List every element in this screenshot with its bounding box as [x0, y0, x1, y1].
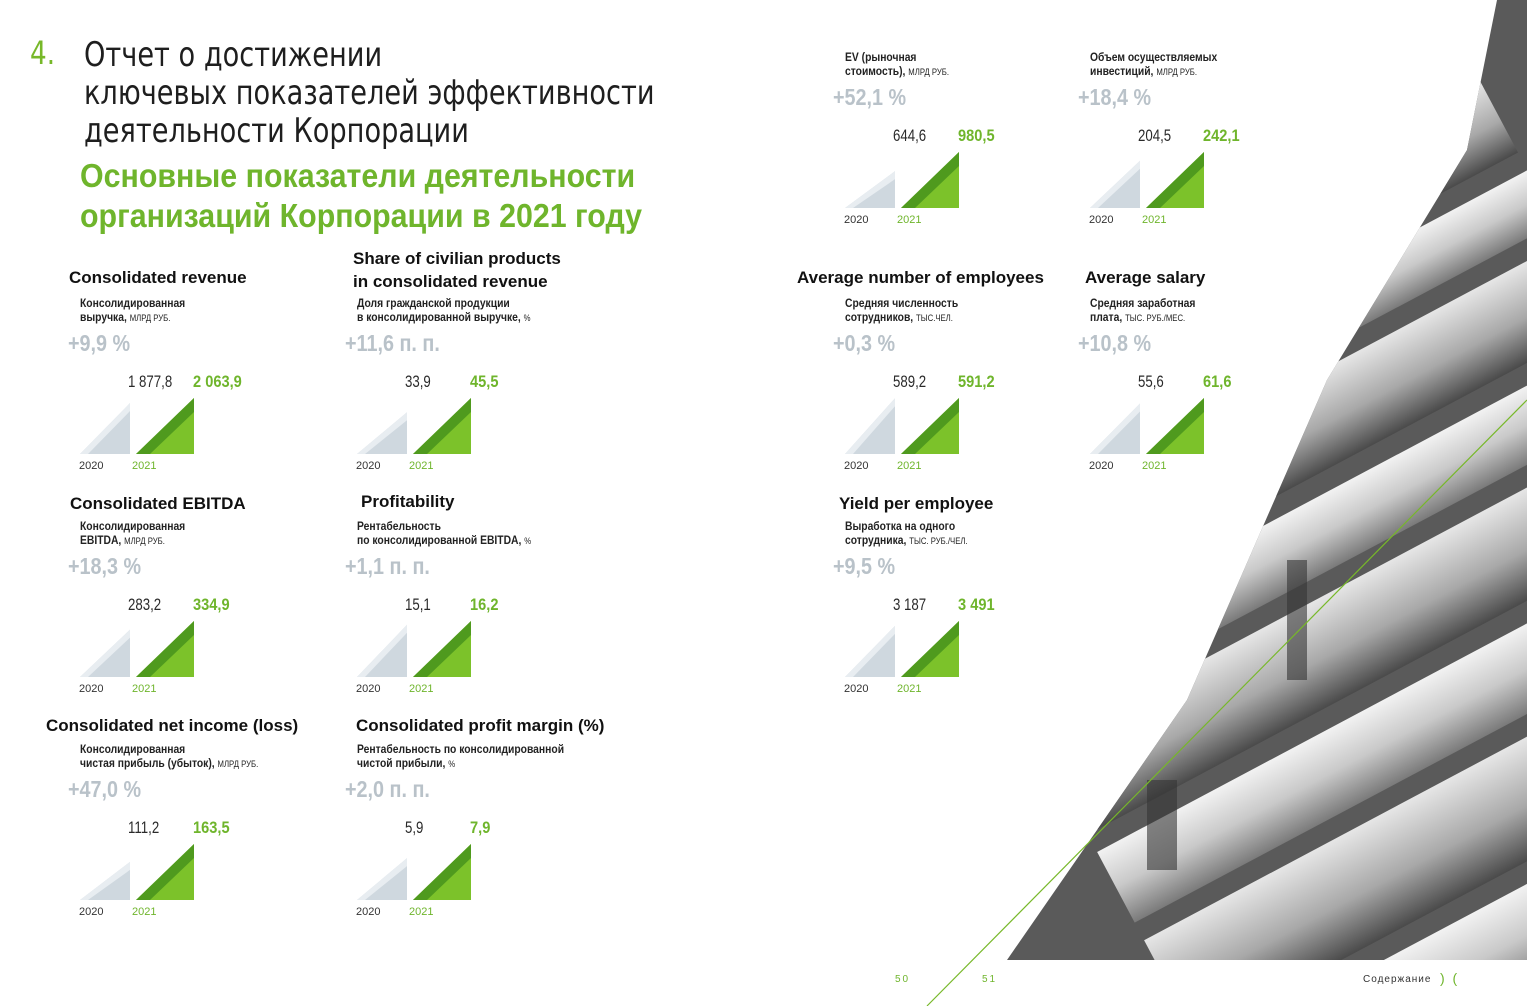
indicator-title-en: Yield per employee [839, 494, 994, 513]
year-label-2021: 2021 [409, 683, 434, 695]
section-subtitle [80, 156, 642, 236]
indicator-title-ru-text: сотрудников, [845, 310, 914, 324]
change-value: +0,3 % [833, 330, 896, 356]
year-label-2021: 2021 [132, 683, 157, 695]
indicator-title-ru [357, 519, 531, 548]
book-icon[interactable]: ) ( [1440, 970, 1460, 986]
indicator-title-ru-text: Рентабельность по консолидированной [357, 742, 565, 756]
indicator-title-ru-line [80, 519, 185, 533]
indicator-title-ru [80, 519, 185, 548]
indicator-title-ru-text: Консолидированная [80, 296, 186, 310]
indicator-title-ru-text: Рентабельность [357, 519, 441, 533]
year-label-2020: 2020 [844, 214, 869, 226]
value-2021: 242,1 [1203, 126, 1240, 145]
year-label-2020: 2020 [1089, 460, 1114, 472]
change-value: +2,0 п. п. [345, 776, 430, 802]
indicator-title-ru-line [845, 519, 968, 533]
indicator-title-ru-text: сотрудника, [845, 533, 907, 547]
year-label-2020: 2020 [1089, 214, 1114, 226]
value-2021: 163,5 [193, 818, 230, 837]
indicator-title-ru-line [357, 742, 564, 756]
contents-link[interactable]: Содержание [1363, 974, 1432, 985]
indicator-title-ru [1090, 50, 1217, 79]
indicator-title-ru-text: EV (рыночная [845, 50, 917, 64]
indicator-title-ru [80, 742, 258, 771]
year-label-2021: 2021 [132, 460, 157, 472]
indicator-title-ru-line [357, 296, 531, 310]
indicator-title-ru-line [80, 296, 185, 310]
year-label-2020: 2020 [356, 460, 381, 472]
comparison-bars [357, 390, 497, 460]
indicator-title-ru-text: по консолидированной EBITDA, [357, 533, 522, 547]
indicator-title-ru-text: Выработка на одного [845, 519, 956, 533]
value-2021: 334,9 [193, 595, 230, 614]
change-value: +9,9 % [68, 330, 131, 356]
indicator-unit: % [448, 759, 456, 769]
indicator-title-ru-line [845, 533, 968, 548]
year-label-2020: 2020 [79, 683, 104, 695]
indicator-unit: ТЫС.ЧЕЛ. [916, 313, 953, 323]
indicator-title-ru-line [80, 310, 185, 325]
industrial-pipes-image [1267, 0, 1527, 1006]
page-title-line: Отчет о достижении [84, 35, 383, 75]
change-value: +18,3 % [68, 553, 142, 579]
indicator-title-ru-text: Консолидированная [80, 519, 186, 533]
indicator-unit: МЛРД РУБ. [217, 759, 259, 769]
comparison-bars [845, 613, 985, 683]
comparison-bars [80, 613, 220, 683]
indicator-title-ru-text: EBITDA, [80, 533, 122, 547]
indicator-title-ru-text: стоимость), [845, 64, 906, 78]
indicator-title-en: Share of civilian products [353, 249, 561, 268]
subtitle-line: Основные показатели деятельности [80, 157, 636, 194]
indicator-unit: МЛРД РУБ. [129, 313, 171, 323]
indicator-title-ru-line [845, 64, 949, 79]
value-2021: 16,2 [470, 595, 499, 614]
value-2020: 111,2 [128, 818, 160, 837]
value-2020: 15,1 [405, 595, 431, 614]
value-2021: 591,2 [958, 372, 995, 391]
value-2020: 55,6 [1138, 372, 1164, 391]
comparison-bars [80, 390, 220, 460]
indicator-unit: МЛРД РУБ. [1156, 67, 1198, 77]
indicator-title-ru [357, 296, 531, 325]
comparison-bars [357, 613, 497, 683]
indicator-unit: ТЫС. РУБ./ЧЕЛ. [909, 536, 968, 546]
subtitle-line: организаций Корпорации в 2021 году [80, 197, 642, 234]
page-title-line: деятельности Корпорации [84, 111, 469, 151]
indicator-title-en: Consolidated revenue [69, 268, 247, 287]
comparison-bars [80, 836, 220, 906]
indicator-title-ru-text: чистой прибыли, [357, 756, 446, 770]
indicator-title-ru [845, 50, 949, 79]
indicator-title-ru-line [357, 519, 531, 533]
year-label-2020: 2020 [356, 906, 381, 918]
indicator-title-en: Average salary [1085, 268, 1206, 287]
section-number: 4. [30, 34, 56, 72]
change-value: +1,1 п. п. [345, 553, 430, 579]
indicator-title-ru-line [357, 310, 531, 325]
indicator-title-ru [845, 519, 968, 548]
indicator-title-ru-line [1090, 50, 1217, 64]
indicator-title-ru-text: в консолидированной выручке, [357, 310, 521, 324]
indicator-title-en: Consolidated EBITDA [70, 494, 246, 513]
value-2021: 980,5 [958, 126, 995, 145]
value-2020: 589,2 [893, 372, 927, 391]
indicator-title-ru-line [80, 756, 258, 771]
value-2021: 45,5 [470, 372, 499, 391]
indicator-title-ru-line [1090, 296, 1195, 310]
page-title [84, 36, 655, 150]
value-2020: 644,6 [893, 126, 927, 145]
year-label-2020: 2020 [844, 460, 869, 472]
indicator-title-en: in consolidated revenue [353, 272, 548, 291]
year-label-2020: 2020 [79, 906, 104, 918]
year-label-2021: 2021 [409, 906, 434, 918]
comparison-bars [357, 836, 497, 906]
indicator-unit: МЛРД РУБ. [124, 536, 165, 546]
indicator-title-ru-text: чистая прибыль (убыток), [80, 756, 215, 770]
change-value: +52,1 % [833, 84, 907, 110]
indicator-title-ru-line [357, 756, 564, 771]
indicator-title-ru-text: Средняя заработная [1090, 296, 1196, 310]
year-label-2021: 2021 [1142, 460, 1167, 472]
comparison-bars [845, 144, 985, 214]
indicator-title-ru-line [845, 296, 958, 310]
value-2020: 3 187 [893, 595, 927, 614]
year-label-2020: 2020 [844, 683, 869, 695]
value-2021: 7,9 [470, 818, 491, 837]
indicator-title-ru-line [1090, 64, 1217, 79]
indicator-title-en: Average number of employees [797, 268, 1044, 287]
indicator-unit: МЛРД РУБ. [908, 67, 950, 77]
change-value: +47,0 % [68, 776, 142, 802]
indicator-title-en: Consolidated net income (loss) [46, 716, 299, 735]
change-value: +11,6 п. п. [345, 330, 440, 356]
indicator-title-ru-line [1090, 310, 1195, 325]
indicator-title-ru-text: Доля гражданской продукции [357, 296, 510, 310]
indicator-unit: % [523, 313, 531, 323]
comparison-bars [1090, 144, 1230, 214]
value-2021: 3 491 [958, 595, 995, 614]
comparison-bars [845, 390, 985, 460]
indicator-title-en: Consolidated profit margin (%) [356, 716, 605, 735]
value-2021: 2 063,9 [193, 372, 242, 391]
value-2020: 283,2 [128, 595, 162, 614]
indicator-title-en: Profitability [361, 492, 455, 511]
indicator-title-ru [80, 296, 185, 325]
indicator-title-ru-text: Объем осуществляемых [1090, 50, 1218, 64]
comparison-bars [1090, 390, 1230, 460]
indicator-title-ru-text: инвестиций, [1090, 64, 1154, 78]
indicator-unit: % [524, 536, 532, 546]
indicator-title-ru-text: выручка, [80, 310, 127, 324]
page-number-right: 51 [982, 974, 998, 985]
year-label-2021: 2021 [897, 460, 922, 472]
value-2020: 1 877,8 [128, 372, 173, 391]
value-2020: 204,5 [1138, 126, 1172, 145]
indicator-title-ru-text: плата, [1090, 310, 1123, 324]
year-label-2021: 2021 [897, 683, 922, 695]
value-2020: 33,9 [405, 372, 431, 391]
indicator-title-ru [1090, 296, 1195, 325]
indicator-unit: ТЫС. РУБ./МЕС. [1125, 313, 1186, 323]
indicator-title-ru [845, 296, 958, 325]
page-title-line: ключевых показателей эффективности [84, 73, 655, 113]
year-label-2021: 2021 [132, 906, 157, 918]
value-2020: 5,9 [405, 818, 424, 837]
year-label-2021: 2021 [409, 460, 434, 472]
change-value: +18,4 % [1078, 84, 1152, 110]
change-value: +10,8 % [1078, 330, 1152, 356]
year-label-2021: 2021 [897, 214, 922, 226]
indicator-title-ru-line [845, 310, 958, 325]
indicator-title-ru-text: Средняя численность [845, 296, 959, 310]
indicator-title-ru-line [357, 533, 531, 548]
change-value: +9,5 % [833, 553, 896, 579]
page-number-left: 50 [895, 974, 911, 985]
year-label-2021: 2021 [1142, 214, 1167, 226]
indicator-title-ru-text: Консолидированная [80, 742, 186, 756]
year-label-2020: 2020 [356, 683, 381, 695]
year-label-2020: 2020 [79, 460, 104, 472]
value-2021: 61,6 [1203, 372, 1232, 391]
indicator-title-ru-line [845, 50, 949, 64]
indicator-title-ru-line [80, 533, 185, 548]
indicator-title-ru [357, 742, 564, 771]
indicator-title-ru-line [80, 742, 258, 756]
